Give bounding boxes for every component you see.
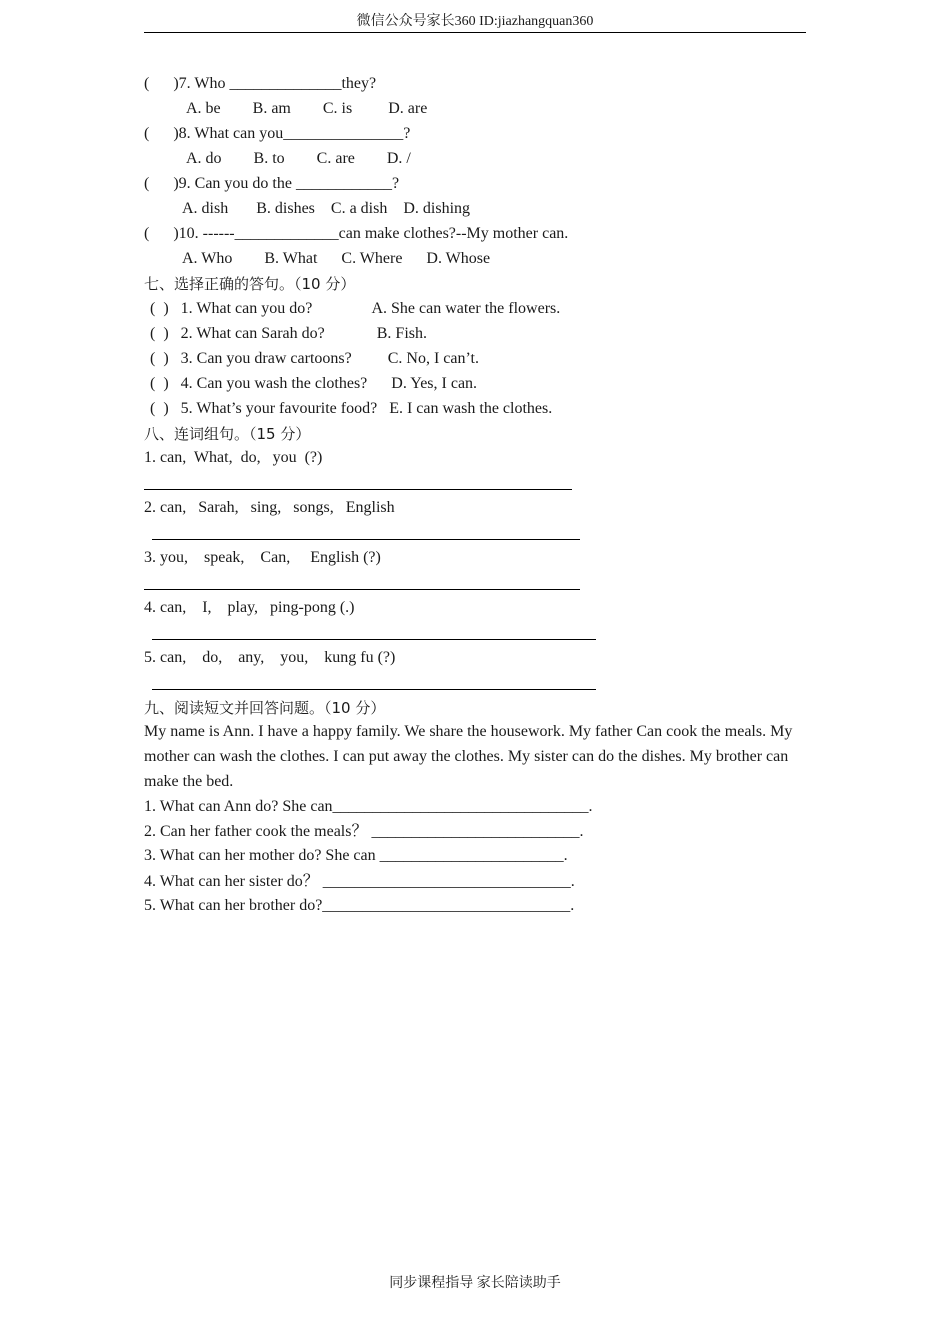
question-7: ( )7. Who ______________they? xyxy=(144,75,377,92)
question-8: ( )8. What can you_______________? xyxy=(144,125,411,142)
reading-passage: My name is Ann. I have a happy family. We share the housework. My father Can cook the meals. My mother can wash the clothes. I can put away the clothes. My sister can do the dishes. My brother can make the bed. xyxy=(144,723,793,790)
section-8-title: 八、连词组句。（15 分） xyxy=(144,425,311,443)
reading-question-1: 1. What can Ann do? She can________________________________. xyxy=(144,798,593,815)
answer-line xyxy=(152,689,596,690)
word-order-item-4: 4. can, I, play, ping-pong (.) xyxy=(144,599,355,616)
answer-line xyxy=(152,639,596,640)
question-7-options: A. be B. am C. is D. are xyxy=(186,100,428,117)
answer-line xyxy=(152,539,580,540)
reading-question-5: 5. What can her brother do?_______________________________. xyxy=(144,897,575,914)
word-order-item-2: 2. can, Sarah, sing, songs, English xyxy=(144,499,395,516)
word-order-item-3: 3. you, speak, Can, English (?) xyxy=(144,549,381,566)
section-7-title: 七、选择正确的答句。（10 分） xyxy=(144,275,356,293)
page-footer: 同步课程指导 家长陪读助手 xyxy=(389,1276,561,1291)
word-order-item-1: 1. can, What, do, you (?) xyxy=(144,449,323,466)
word-order-item-5: 5. can, do, any, you, kung fu (?) xyxy=(144,649,396,666)
match-item-1: ( ) 1. What can you do? A. She can water the flowers. xyxy=(150,300,561,317)
answer-line xyxy=(144,589,580,590)
question-9: ( )9. Can you do the ____________? xyxy=(144,175,400,192)
reading-question-3: 3. What can her mother do? She can _______________________. xyxy=(144,847,568,864)
section-9-title: 九、阅读短文并回答问题。（10 分） xyxy=(144,699,386,717)
page-header: 微信公众号家长360 ID:jiazhangquan360 xyxy=(144,10,806,33)
match-item-3: ( ) 3. Can you draw cartoons? C. No, I can’t. xyxy=(150,350,479,367)
question-9-options: A. dish B. dishes C. a dish D. dishing xyxy=(182,200,471,217)
question-10-options: A. Who B. What C. Where D. Whose xyxy=(182,250,491,267)
question-8-options: A. do B. to C. are D. / xyxy=(186,150,411,167)
answer-line xyxy=(144,489,572,490)
match-item-5: ( ) 5. What’s your favourite food? E. I can wash the clothes. xyxy=(150,400,553,417)
reading-question-4: 4. What can her sister do？ _______________________________. xyxy=(144,873,575,890)
question-10: ( )10. ------_____________can make clothes?--My mother can. xyxy=(144,225,569,242)
match-item-2: ( ) 2. What can Sarah do? B. Fish. xyxy=(150,325,427,342)
reading-question-2: 2. Can her father cook the meals？ __________________________. xyxy=(144,823,584,840)
match-item-4: ( ) 4. Can you wash the clothes? D. Yes, I can. xyxy=(150,375,478,392)
